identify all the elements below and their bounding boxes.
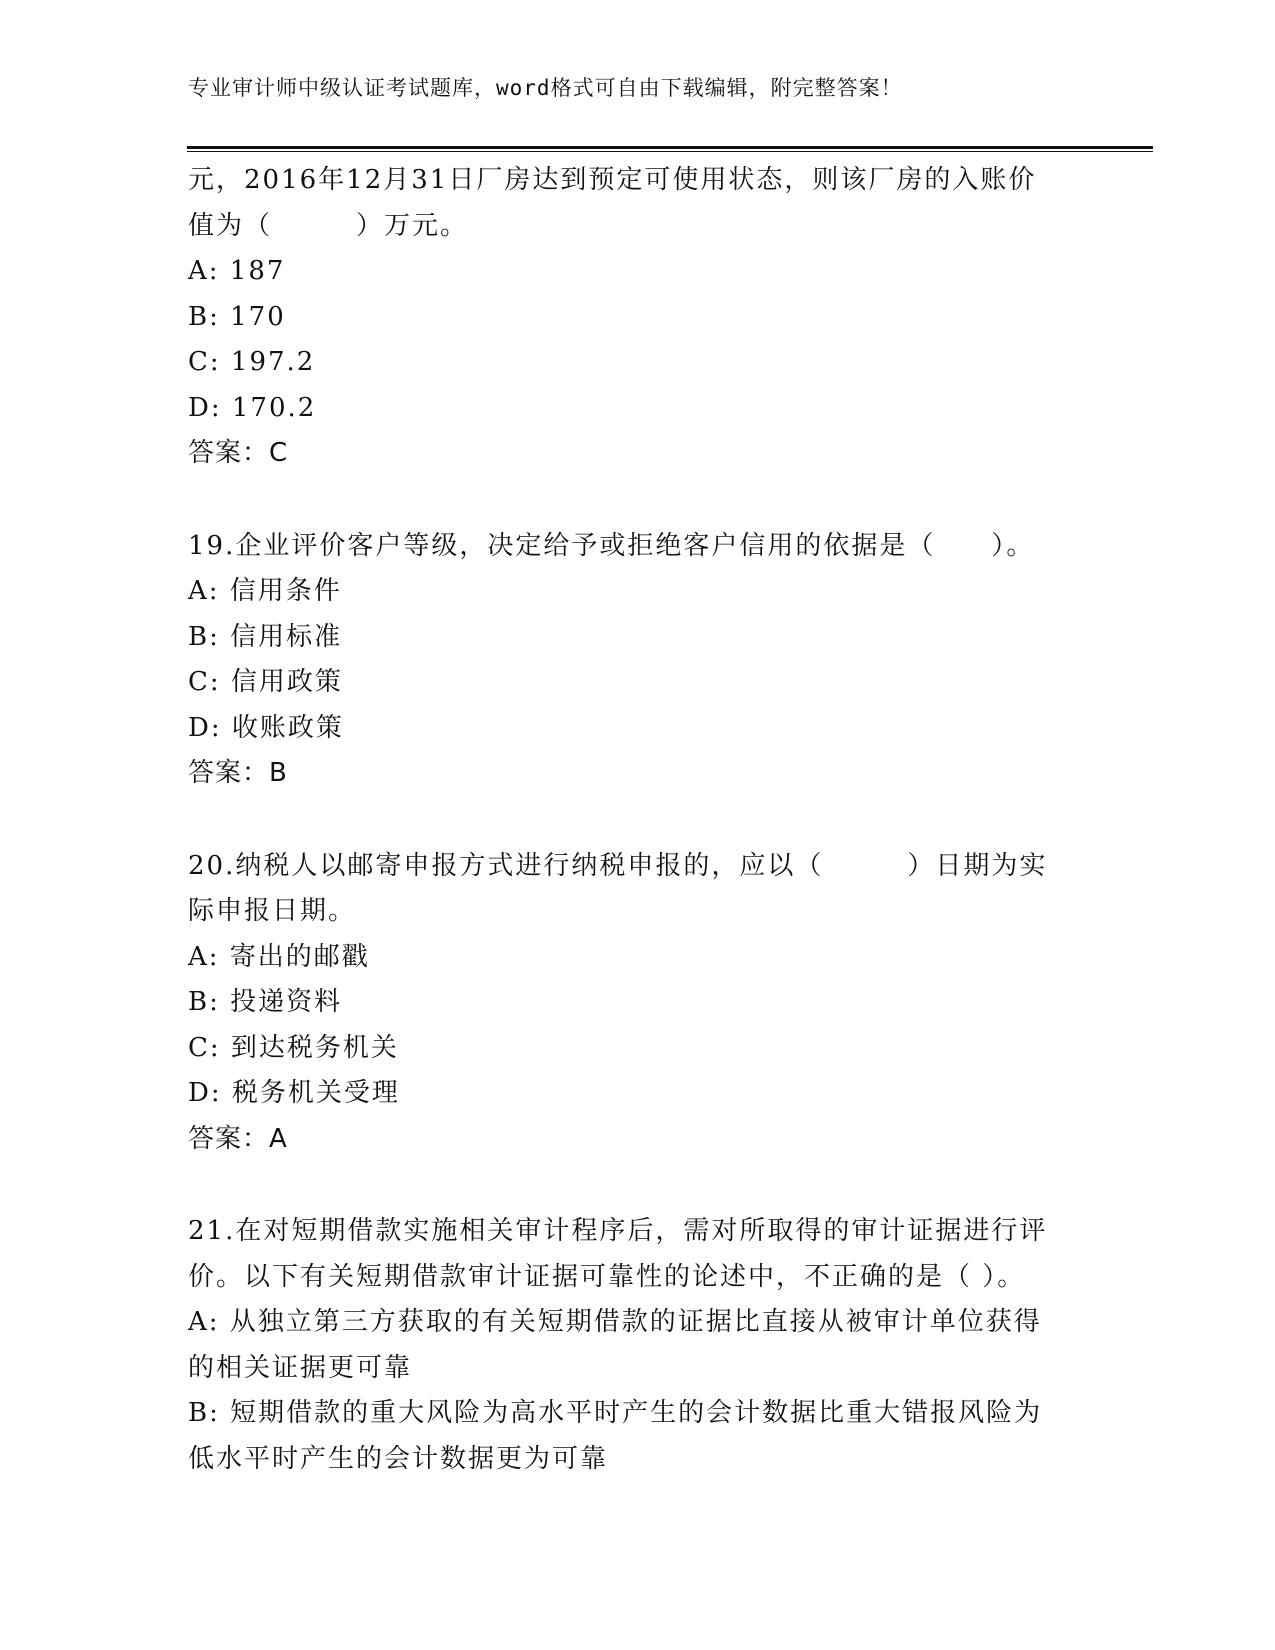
option-a: A: 从独立第三方获取的有关短期借款的证据比直接从被审计单位获得 [188, 1307, 1042, 1337]
option-d: D: 170.2 [188, 392, 317, 423]
option-b: B: 170 [188, 301, 286, 332]
question-stem-line: 19.企业评价客户等级，决定给予或拒绝客户信用的依据是（ ）。 [188, 530, 1035, 561]
question-20 [188, 844, 1088, 1163]
question-19 [188, 524, 1088, 797]
option-b: B: 信用标准 [188, 621, 343, 652]
answer-line: 答案：C [188, 438, 289, 468]
option-d: D: 税务机关受理 [188, 1078, 400, 1108]
option-a: A: 信用条件 [188, 576, 342, 606]
option-c: C: 信用政策 [188, 667, 343, 697]
header-rule-thick [187, 146, 1153, 149]
question-stem-line: 21.在对短期借款实施相关审计程序后，需对所取得的审计证据进行评 [188, 1216, 1048, 1246]
option-c: C: 197.2 [188, 347, 316, 377]
option-a-continued: 的相关证据更可靠 [188, 1352, 413, 1383]
question-stem-line: 价。以下有关短期借款审计证据可靠性的论述中，不正确的是（ ）。 [188, 1261, 1026, 1292]
question-stem-line: 元，2016年12月31日厂房达到预定可使用状态，则该厂房的入账价 [188, 165, 1037, 195]
option-a: A: 187 [188, 256, 286, 286]
answer-line: 答案：B [188, 758, 288, 788]
page-header: 专业审计师中级认证考试题库，word格式可自由下载编辑，附完整答案！ [188, 76, 903, 100]
option-b-continued: 低水平时产生的会计数据更为可靠 [188, 1443, 609, 1474]
option-b: B: 投递资料 [188, 987, 343, 1017]
question-18 [188, 158, 1088, 477]
question-stem-line: 值为（ ）万元。 [188, 210, 469, 241]
option-a: A: 寄出的邮戳 [188, 941, 370, 972]
document-body [188, 158, 1088, 1482]
question-stem-line: 20.纳税人以邮寄申报方式进行纳税申报的，应以（ ）日期为实 [188, 850, 1048, 881]
question-21 [188, 1209, 1088, 1482]
answer-line: 答案：A [188, 1123, 288, 1154]
option-d: D: 收账政策 [188, 712, 344, 743]
option-c: C: 到达税务机关 [188, 1032, 399, 1063]
header-rule-thin [187, 151, 1153, 152]
option-b: B: 短期借款的重大风险为高水平时产生的会计数据比重大错报风险为 [188, 1398, 1043, 1428]
question-stem-line: 际申报日期。 [188, 896, 357, 926]
